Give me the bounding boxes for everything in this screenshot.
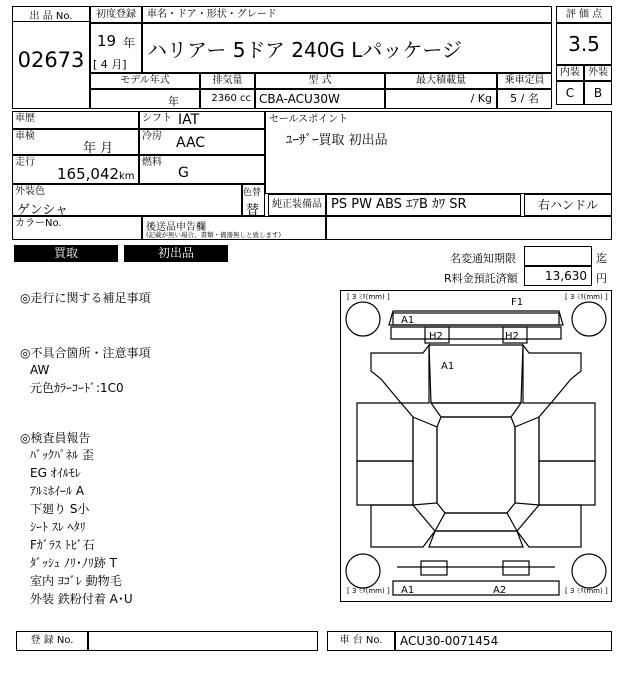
front-fender-left <box>371 345 429 403</box>
wheel-front-left <box>346 302 380 336</box>
shift-cell <box>139 111 265 129</box>
retrofit-value-cell <box>326 216 612 240</box>
inspector-title: ◎検査員報告 <box>20 431 91 445</box>
chassis-value: ACU30-0071454 <box>400 634 499 648</box>
chassis-label-cell <box>327 631 395 651</box>
first-reg-label: 初度登録 <box>96 9 136 20</box>
max-load-value: / Kg <box>470 92 492 105</box>
reg-year-unit: 年 <box>123 36 136 50</box>
inspector-line: ﾀﾞｯｼｭ ﾉﾘ･ﾉﾘ跡 T <box>30 556 117 570</box>
damage-f1: F1 <box>511 297 524 308</box>
recycle-unit: 円 <box>596 272 607 285</box>
fuel-value: G <box>178 165 189 181</box>
max-load-label-box <box>385 73 497 89</box>
max-load-box <box>385 89 497 109</box>
capacity-label: 乗車定員 <box>504 75 545 86</box>
rear-bumper <box>393 581 559 595</box>
ac-label: 冷房 <box>142 131 162 142</box>
rear-door-right <box>539 461 595 505</box>
name-change-box <box>524 246 592 266</box>
score-box <box>556 23 612 65</box>
displacement-label: 排気量 <box>212 75 243 86</box>
capacity-value: 5 / 名 <box>510 92 539 105</box>
reg-month: [ 4 月] <box>93 58 127 71</box>
color-cell <box>12 184 242 216</box>
handle-cell <box>524 194 612 216</box>
score-label-box <box>556 6 612 23</box>
exterior-label: 外装 <box>588 67 608 78</box>
color-value: ゲンシャ <box>17 203 69 218</box>
max-load-label: 最大積載量 <box>416 75 466 86</box>
defect-line: 元色ｶﾗｰｺｰﾄﾞ:1C0 <box>30 381 124 395</box>
rear-door-left <box>357 461 413 505</box>
type-label-box <box>255 73 385 89</box>
equip-label-cell <box>268 194 326 216</box>
inspector-line: 下廻り S小 <box>30 502 90 516</box>
wheel-rear-left <box>346 554 380 588</box>
defect-notes-title: ◎不具合箇所・注意事項 <box>20 346 151 360</box>
inspector-line: 室内 ﾖｺﾞﾚ 動物毛 <box>30 574 122 588</box>
name-change-unit: 迄 <box>596 252 607 265</box>
chassis-value-cell <box>395 631 612 651</box>
inspector-line: 外装 鉄粉付着 A･U <box>30 592 133 606</box>
score-label: 評 価 点 <box>565 9 603 20</box>
car-diagram <box>340 290 612 602</box>
windshield <box>431 403 521 417</box>
capacity-label-box <box>497 73 552 89</box>
reg-no-value-cell <box>88 631 318 651</box>
ac-value: AAC <box>176 135 206 151</box>
model-desc-label: 車名・ドア・形状・グレード <box>147 9 277 20</box>
capacity-box <box>497 89 552 109</box>
defect-line: AW <box>30 363 50 377</box>
mileage-unit: km <box>119 171 135 182</box>
fuel-label: 燃料 <box>142 157 162 168</box>
shift-label: シフト <box>142 113 172 124</box>
reg-year: 19 <box>97 32 117 50</box>
car-title: ハリアー 5ドア 240G Lパッケージ <box>147 38 463 62</box>
reg-no-label-cell <box>16 631 88 651</box>
recycle-box <box>524 266 592 286</box>
retrofit-label: 後送品申告欄 <box>146 222 206 233</box>
reg-no-label: 登 録 No. <box>30 635 74 646</box>
shift-value: IAT <box>178 112 200 128</box>
taillight-right <box>503 561 529 575</box>
recycle-label: R料金預託済額 <box>444 272 518 285</box>
damage-a1-front: A1 <box>401 315 415 326</box>
recolor-cell <box>242 184 265 216</box>
damage-a1-rear: A1 <box>401 585 415 596</box>
wheel-bl-label: [ 3 ﾐﾘ(mm) ] <box>347 587 390 595</box>
inspection-label: 車検 <box>15 131 35 142</box>
damage-a2-rear: A2 <box>493 585 507 596</box>
color-label: 外装色 <box>15 186 45 197</box>
history-cell <box>12 111 139 129</box>
equipment-cell <box>326 194 521 216</box>
inspection-value: 年 月 <box>83 141 114 156</box>
ac-cell <box>139 129 265 155</box>
inspector-line: ｼｰﾄ ｽﾚ ﾍﾀﾘ <box>30 520 86 534</box>
sales-point-label: セールスポイント <box>269 114 349 125</box>
mileage-value: 165,042 <box>57 165 120 183</box>
interior-label-box <box>556 65 584 81</box>
exterior-grade-box <box>584 81 612 105</box>
side-glass-right <box>515 417 539 505</box>
equip-label: 純正装備品 <box>272 199 322 210</box>
model-desc-label-box <box>142 6 552 23</box>
tag-first-listing: 初出品 <box>124 245 228 262</box>
fuel-cell <box>139 155 265 184</box>
side-glass-left <box>413 417 437 505</box>
exterior-label-box <box>584 65 612 81</box>
tailgate <box>429 531 523 547</box>
rear-glass <box>435 513 517 531</box>
interior-label: 内装 <box>560 67 580 78</box>
lot-number: 02673 <box>17 48 85 72</box>
type-box <box>255 89 385 109</box>
model-year-box <box>90 89 200 109</box>
mileage-cell <box>12 155 139 184</box>
wheel-rear-right <box>572 554 606 588</box>
driving-notes-title: ◎走行に関する補足事項 <box>20 291 151 305</box>
inspector-line: ｱﾙﾐﾎｲｰﾙ A <box>30 484 85 498</box>
wheel-tl-label: [ 3 ﾐﾘ(mm) ] <box>347 293 390 301</box>
front-door-right <box>539 403 595 461</box>
wheel-tr-label: [ 3 ﾐﾘ(mm) ] <box>565 293 608 301</box>
first-reg-label-box <box>90 6 142 23</box>
color-no-label: カラーNo. <box>15 218 62 229</box>
roof <box>437 417 515 513</box>
first-reg-value-box <box>90 23 142 73</box>
retrofit-cell <box>142 216 326 240</box>
inspector-line: Fｶﾞﾗｽ ﾄﾋﾞ石 <box>30 538 95 552</box>
recolor-label: 色替 <box>243 188 262 198</box>
interior-grade-box <box>556 81 584 105</box>
color-no-cell <box>12 216 142 240</box>
exterior-grade: B <box>593 86 603 100</box>
inspection-cell <box>12 129 139 155</box>
model-year-unit: 年 <box>168 95 179 108</box>
front-fender-right <box>523 345 581 403</box>
mileage-label: 走行 <box>15 157 35 168</box>
tag-kaitori: 買取 <box>14 245 118 262</box>
lot-box <box>12 6 90 109</box>
displacement-box <box>200 89 255 109</box>
sales-point-value: ﾕｰｻﾞｰ買取 初出品 <box>286 133 388 148</box>
wheel-br-label: [ 3 ﾐﾘ(mm) ] <box>565 587 608 595</box>
interior-grade: C <box>565 86 575 100</box>
taillight-left <box>421 561 447 575</box>
score-value: 3.5 <box>568 32 600 56</box>
handle-value: 右ハンドル <box>537 198 598 212</box>
type-label: 型 式 <box>308 75 332 86</box>
model-year-label-box <box>90 73 200 89</box>
retrofit-note: (記載が無い場合、書類・備器無しと致します) <box>146 231 282 239</box>
type-value: CBA-ACU30W <box>259 92 340 106</box>
recycle-amount: 13,630 <box>545 269 587 283</box>
damage-h2-left: H2 <box>429 331 443 342</box>
inspector-line: ﾊﾞｯｸﾊﾟﾈﾙ 歪 <box>30 448 94 462</box>
damage-a1-hood: A1 <box>441 361 455 372</box>
inspector-line: EG ｵｲﾙﾓﾚ <box>30 466 81 480</box>
wheel-front-right <box>572 302 606 336</box>
equipment-value: PS PW ABS ｴｱB ｶﾜ SR <box>331 197 467 212</box>
car-title-box <box>142 23 552 73</box>
displacement-value: 2360 cc <box>211 93 251 104</box>
name-change-label: 名変通知期限 <box>450 252 516 265</box>
rear-quarter-right <box>517 505 581 547</box>
model-year-label: モデル年式 <box>120 75 170 86</box>
car-diagram-svg <box>341 291 611 601</box>
front-door-left <box>357 403 413 461</box>
recolor-value: 替 <box>246 203 260 218</box>
chassis-label: 車 台 No. <box>339 635 383 646</box>
rear-quarter-left <box>371 505 435 547</box>
hood <box>429 345 523 403</box>
lot-label: 出 品 No. <box>13 7 89 22</box>
sales-point-box <box>265 111 612 194</box>
damage-h2-right: H2 <box>505 331 519 342</box>
history-label: 車歴 <box>15 113 35 124</box>
displacement-label-box <box>200 73 255 89</box>
